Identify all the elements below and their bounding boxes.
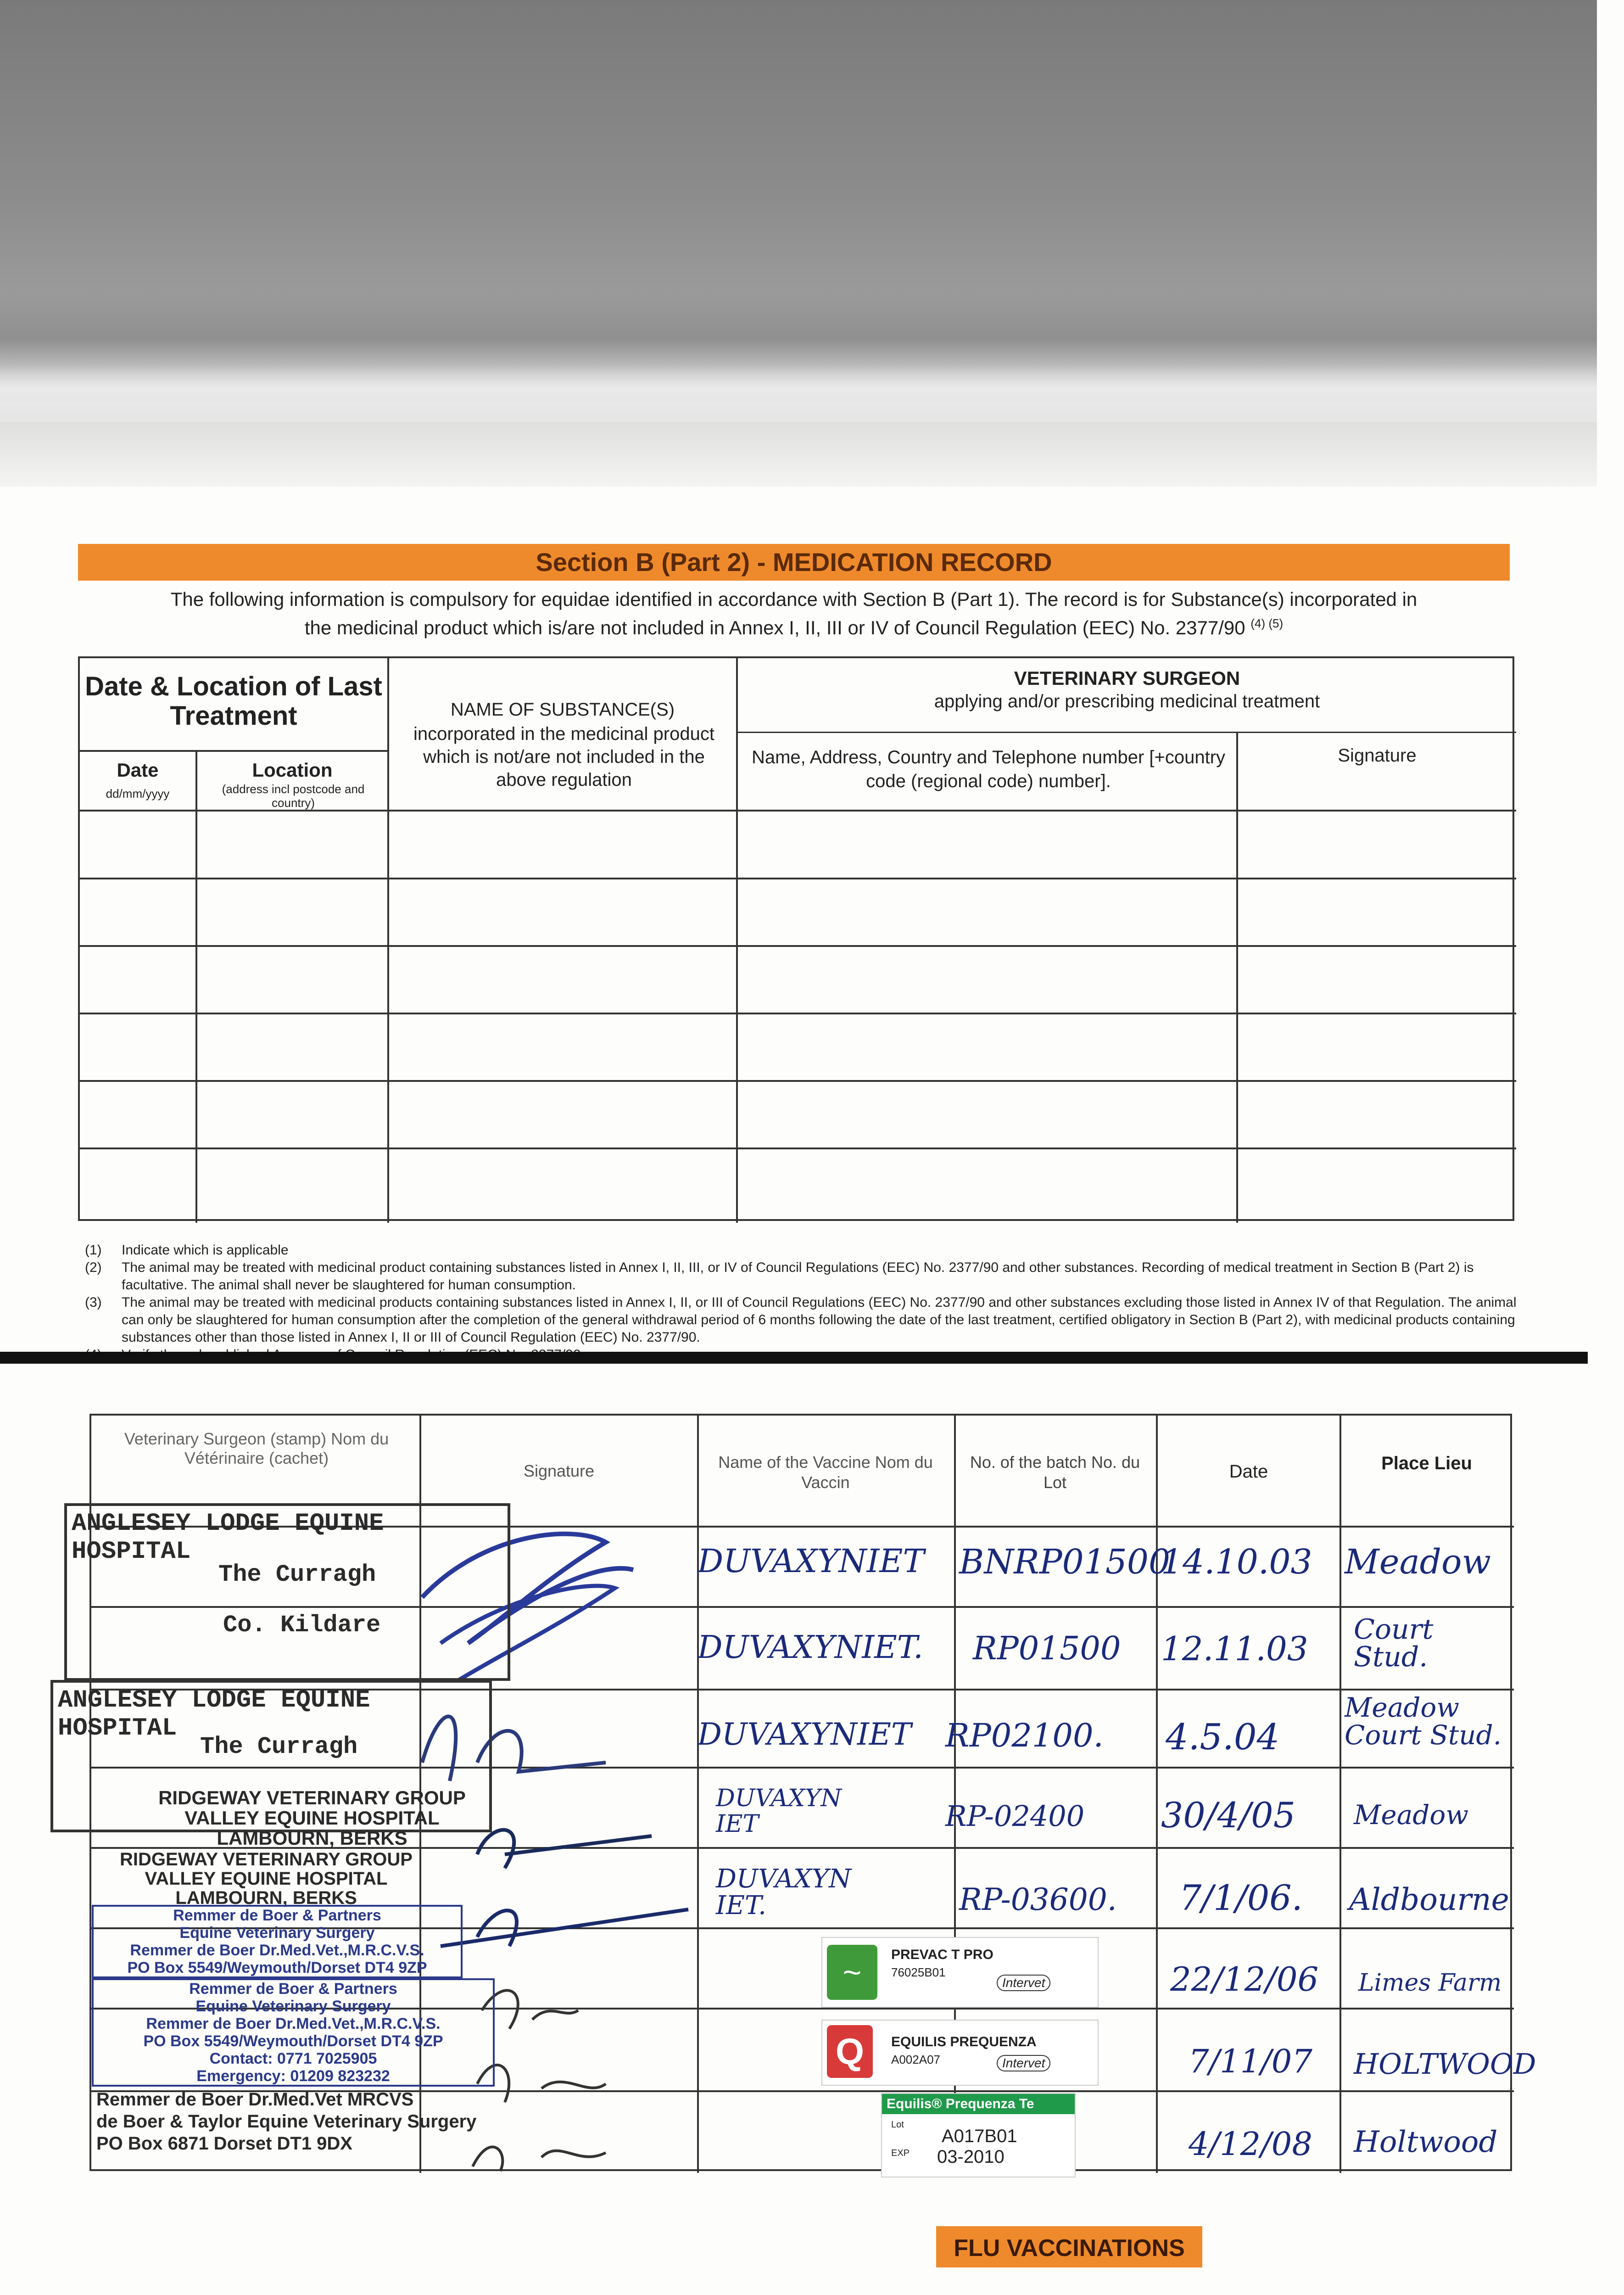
batch-entry: RP-03600. [959,1882,1117,1917]
date-entry: 14.10.03 [1161,1542,1312,1582]
remmer-stamp-1: Remmer de Boer & Partners Equine Veterinary Surgery Remmer de Boer Dr.Med.Vet.,M.R.C.V.S. PO Box 5549/Weymouth/Dorset DT4 9ZP [92,1905,463,1978]
substance-header: NAME OF SUBSTANCE(S) [450,700,675,720]
batch-entry: RP-02400 [945,1799,1085,1833]
prequenza-sticker-1: Q EQUILIS PREQUENZA A002A07 Intervet [821,2020,1099,2086]
vet-surgeon-subheader: applying and/or prescribing medicinal treatment [934,691,1320,711]
date-entry: 7/11/07 [1189,2043,1312,2080]
date-entry: 7/1/06. [1179,1877,1303,1918]
batch-entry: BNRP01500 [959,1542,1171,1582]
signature-header: Signature [523,1461,595,1480]
intro-footnote-refs: (4) (5) [1250,616,1284,630]
place-entry: Meadow [1345,1542,1491,1582]
vaccine-entry: DUVAXYNIET. [698,1629,923,1666]
date-entry: 4/12/08 [1189,2125,1312,2163]
date-header: Date [1229,1461,1268,1482]
place-entry: HOLTWOOD [1354,2047,1536,2081]
place-entry: Meadow [1354,1799,1468,1830]
intro-text [73,588,1514,640]
scanned-page-top [0,0,1597,487]
date-format: dd/mm/yyyy [106,787,170,800]
vaccine-entry: DUVAXYNIET [698,1717,911,1752]
flu-vaccinations-label: FLU VACCINATIONS [936,2226,1202,2267]
substance-subheader: incorporated in the medicinal product which is not/are not included in the above regulation [413,724,714,790]
place-entry: Court Stud. [1354,1613,1434,1673]
batch-entry: RP01500 [973,1629,1121,1667]
q-logo-icon: Q [827,2025,873,2078]
batch-header: No. of the batch No. du Lot [970,1453,1140,1492]
intro-line-1: The following information is compulsory for equidae identified in accordance with Section B (Part 1). The record is for Substance(s) incorporated in [170,588,1418,610]
place-entry: Aldbourne [1349,1882,1509,1917]
prequenza-sticker-2: Equilis® Prequenza Te Lot A017B01 EXP 03-2010 [881,2093,1076,2177]
remmer-stamp-3: Remmer de Boer Dr.Med.Vet MRCVS de Boer & Taylor Equine Veterinary Surgery PO Box 6871 Dorset DT1 9DX [96,2089,477,2154]
signature-header: Signature [1338,745,1417,766]
date-header: Date [117,759,159,781]
date-entry: 30/4/05 [1161,1795,1295,1836]
vaccine-entry: DUVAXYN IET. [716,1864,852,1920]
date-location-header: Date & Location of Last Treatment [85,672,382,731]
place-entry: Meadow Court Stud. [1345,1692,1502,1751]
ridgeway-stamp-1: RIDGEWAY VETERINARY GROUP VALLEY EQUINE HOSPITAL LAMBOURN, BERKS [158,1787,466,1849]
footnote: (1) Indicate which is applicable [85,1243,289,1258]
scan-fold-shadow [0,1352,1588,1364]
location-subheader: (address incl postcode and country) [222,782,365,810]
horse-logo-icon: ~ [827,1945,877,2000]
intro-line-2: the medicinal product which is/are not included in Annex I, II, III or IV of Council Regulation (EEC) No. 2377/90 [304,617,1245,638]
signature-scribble [477,1830,652,1868]
signature-scribble [482,1990,578,2029]
place-entry: Holtwood [1354,2125,1498,2159]
batch-entry: RP02100. [945,1717,1104,1754]
prevac-sticker: ~ PREVAC T PRO 76025B01 Intervet [821,1937,1099,2008]
remmer-stamp-2: Remmer de Boer & Partners Equine Veterinary Surgery Remmer de Boer Dr.Med.Vet.,M.R.C.V.S. PO Box 5549/Weymouth/Dorset DT4 9ZP Contact: 0771 7025905 Emergency: 01209 823232 [92,1978,495,2087]
vet-surgeon-header: VETERINARY SURGEON [1014,667,1240,689]
vaccine-entry: DUVAXYN IET [716,1785,842,1838]
section-title-banner: Section B (Part 2) - MEDICATION RECORD [78,544,1510,581]
footnote: (2) The animal may be treated with medicinal product containing substances listed in Annex I, II, III, or IV of Council Regulations (EEC) No. 2377/90 and other substances. Recording of medical treatment in Section B (Part 2) is facultative. The animal shall never be slaughtered for human consumption. [85,1260,1474,1293]
date-entry: 4.5.04 [1166,1717,1280,1758]
vaccine-entry: DUVAXYNIET [698,1542,925,1580]
date-entry: 22/12/06 [1170,1960,1319,1998]
anglesey-stamp-1: ANGLESEY LODGE EQUINE HOSPITAL The Curragh Co. Kildare [64,1503,510,1681]
location-header: Location [252,759,333,781]
date-entry: 12.11.03 [1161,1629,1308,1668]
ridgeway-stamp-2: RIDGEWAY VETERINARY GROUP VALLEY EQUINE HOSPITAL LAMBOURN, BERKS [120,1849,413,1908]
vaccine-header: Name of the Vaccine Nom du Vaccin [718,1453,933,1492]
vet-stamp-header: Veterinary Surgeon (stamp) Nom du Vétérinaire (cachet) [124,1429,389,1467]
footnotes [85,1242,1521,1364]
place-entry: Limes Farm [1358,1969,1502,1997]
place-header: Place Lieu [1381,1453,1472,1473]
footnote: (3) The animal may be treated with medicinal products containing substances listed in Annex I, II, or III of Council Regulations (EEC) No. 2377/90 and other substances excluding those listed in Annex IV of that Regulation. The animal can only be slaughtered for human consumption after the completion of the general withdrawal period of 6 months following the date of the last treatment, certified obligatory in Section B (Part 2), with medicinal products containing substances other than those listed in Annex I, II or III of Council Regulation (EEC) No. 2377/90. [85,1295,1517,1345]
signature-scribble [441,1909,688,1946]
vet-name-header: Name, Address, Country and Telephone number [+country code (regional code) number]. [751,747,1226,791]
anglesey-stamp-2: ANGLESEY LODGE EQUINE HOSPITAL The Curragh [50,1680,492,1832]
medication-table [78,656,1514,1221]
